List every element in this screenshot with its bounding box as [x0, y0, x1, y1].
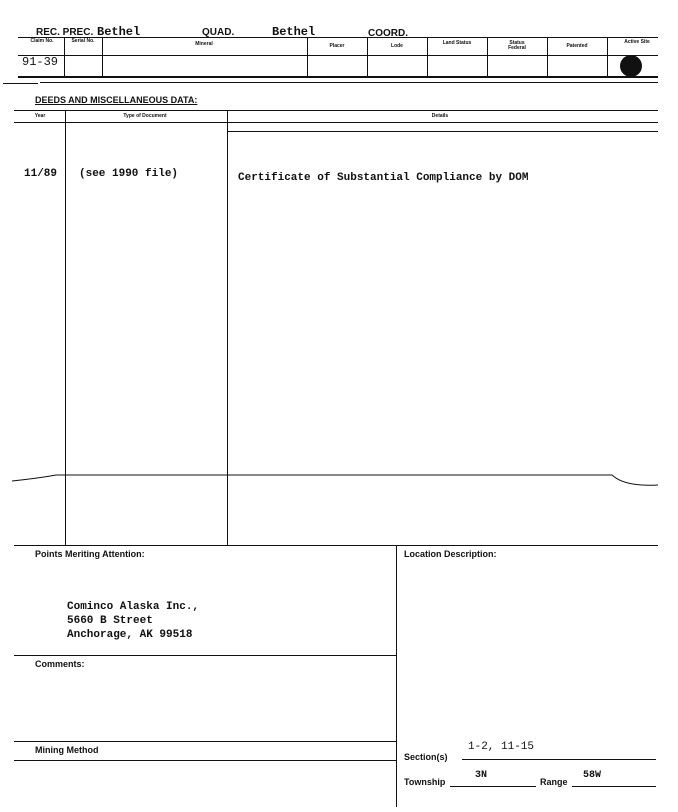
address-line-city: Anchorage, AK 99518	[67, 629, 193, 641]
bottom-top-line	[14, 545, 658, 546]
col-mineral: Mineral	[195, 41, 213, 47]
sections-value: 1-2, 11-15	[468, 741, 535, 753]
address-block	[67, 600, 199, 642]
points-meriting-label: Points Meriting Attention:	[35, 549, 145, 559]
mining-method-label: Mining Method	[35, 745, 99, 755]
sections-underline	[462, 759, 656, 760]
deeds-head-line	[14, 122, 658, 123]
deed-details: Certificate of Substantial Compliance by DOM	[238, 172, 529, 184]
deed-year: 11/89	[24, 168, 58, 180]
col-sep-7	[547, 37, 548, 77]
col-claim-no: Claim No.	[30, 38, 54, 44]
col-document-type: Type of Document	[123, 113, 167, 119]
col-sep-4	[367, 37, 368, 77]
range-underline	[572, 786, 656, 787]
col-active-site: Active Site	[624, 39, 650, 45]
address-line-street: 5660 B Street	[67, 615, 153, 627]
col-sep-2	[102, 37, 103, 77]
mining-method-bottom-line	[14, 760, 396, 761]
sections-label: Section(s)	[404, 752, 448, 762]
location-description-label: Location Description:	[404, 549, 497, 559]
deeds-head-line-2	[228, 131, 658, 132]
col-sep-3	[307, 37, 308, 77]
township-underline	[450, 786, 536, 787]
punch-hole-icon	[620, 55, 642, 77]
rec-prec-value: Bethel	[97, 25, 141, 39]
header-curl	[3, 83, 38, 84]
col-patented: Patented	[566, 43, 588, 49]
col-lode: Lode	[391, 43, 403, 49]
col-sep-8	[607, 37, 608, 77]
comments-label: Comments:	[35, 659, 85, 669]
col-placer: Placer	[329, 43, 345, 49]
range-label: Range	[540, 777, 568, 787]
quad-label: QUAD.	[202, 27, 235, 38]
mining-method-top-line	[14, 741, 396, 742]
col-details: Details	[431, 113, 449, 119]
deed-document-type: (see 1990 file)	[79, 168, 179, 180]
rec-prec-label: REC. PREC.	[36, 27, 94, 38]
col-sep-6	[487, 37, 488, 77]
col-sep-5	[427, 37, 428, 77]
fold-crease	[0, 465, 678, 495]
address-line-company: Cominco Alaska Inc.,	[67, 601, 200, 613]
range-value: 58W	[583, 770, 602, 781]
township-value: 3N	[475, 770, 488, 781]
col-land-status: Land Status	[442, 40, 472, 46]
comments-top-line	[14, 655, 396, 656]
deeds-section-title: DEEDS AND MISCELLANEOUS DATA:	[35, 95, 198, 105]
header-bottom-line	[18, 76, 658, 78]
header-top-line	[18, 37, 658, 38]
quad-value: Bethel	[272, 25, 316, 39]
deeds-top-line	[14, 110, 658, 111]
township-label: Township	[404, 777, 446, 787]
bottom-middle-divider	[396, 545, 397, 807]
header-sub-line	[18, 55, 658, 56]
header-bottom-right-line	[40, 82, 658, 83]
col-status-federal: Status Federal	[508, 40, 526, 51]
col-serial-no: Serial No.	[71, 38, 95, 44]
claim-number: 91-39	[22, 55, 59, 69]
col-sep-1	[64, 37, 65, 77]
col-year: Year	[34, 113, 46, 119]
coord-label: COORD.	[368, 28, 408, 39]
